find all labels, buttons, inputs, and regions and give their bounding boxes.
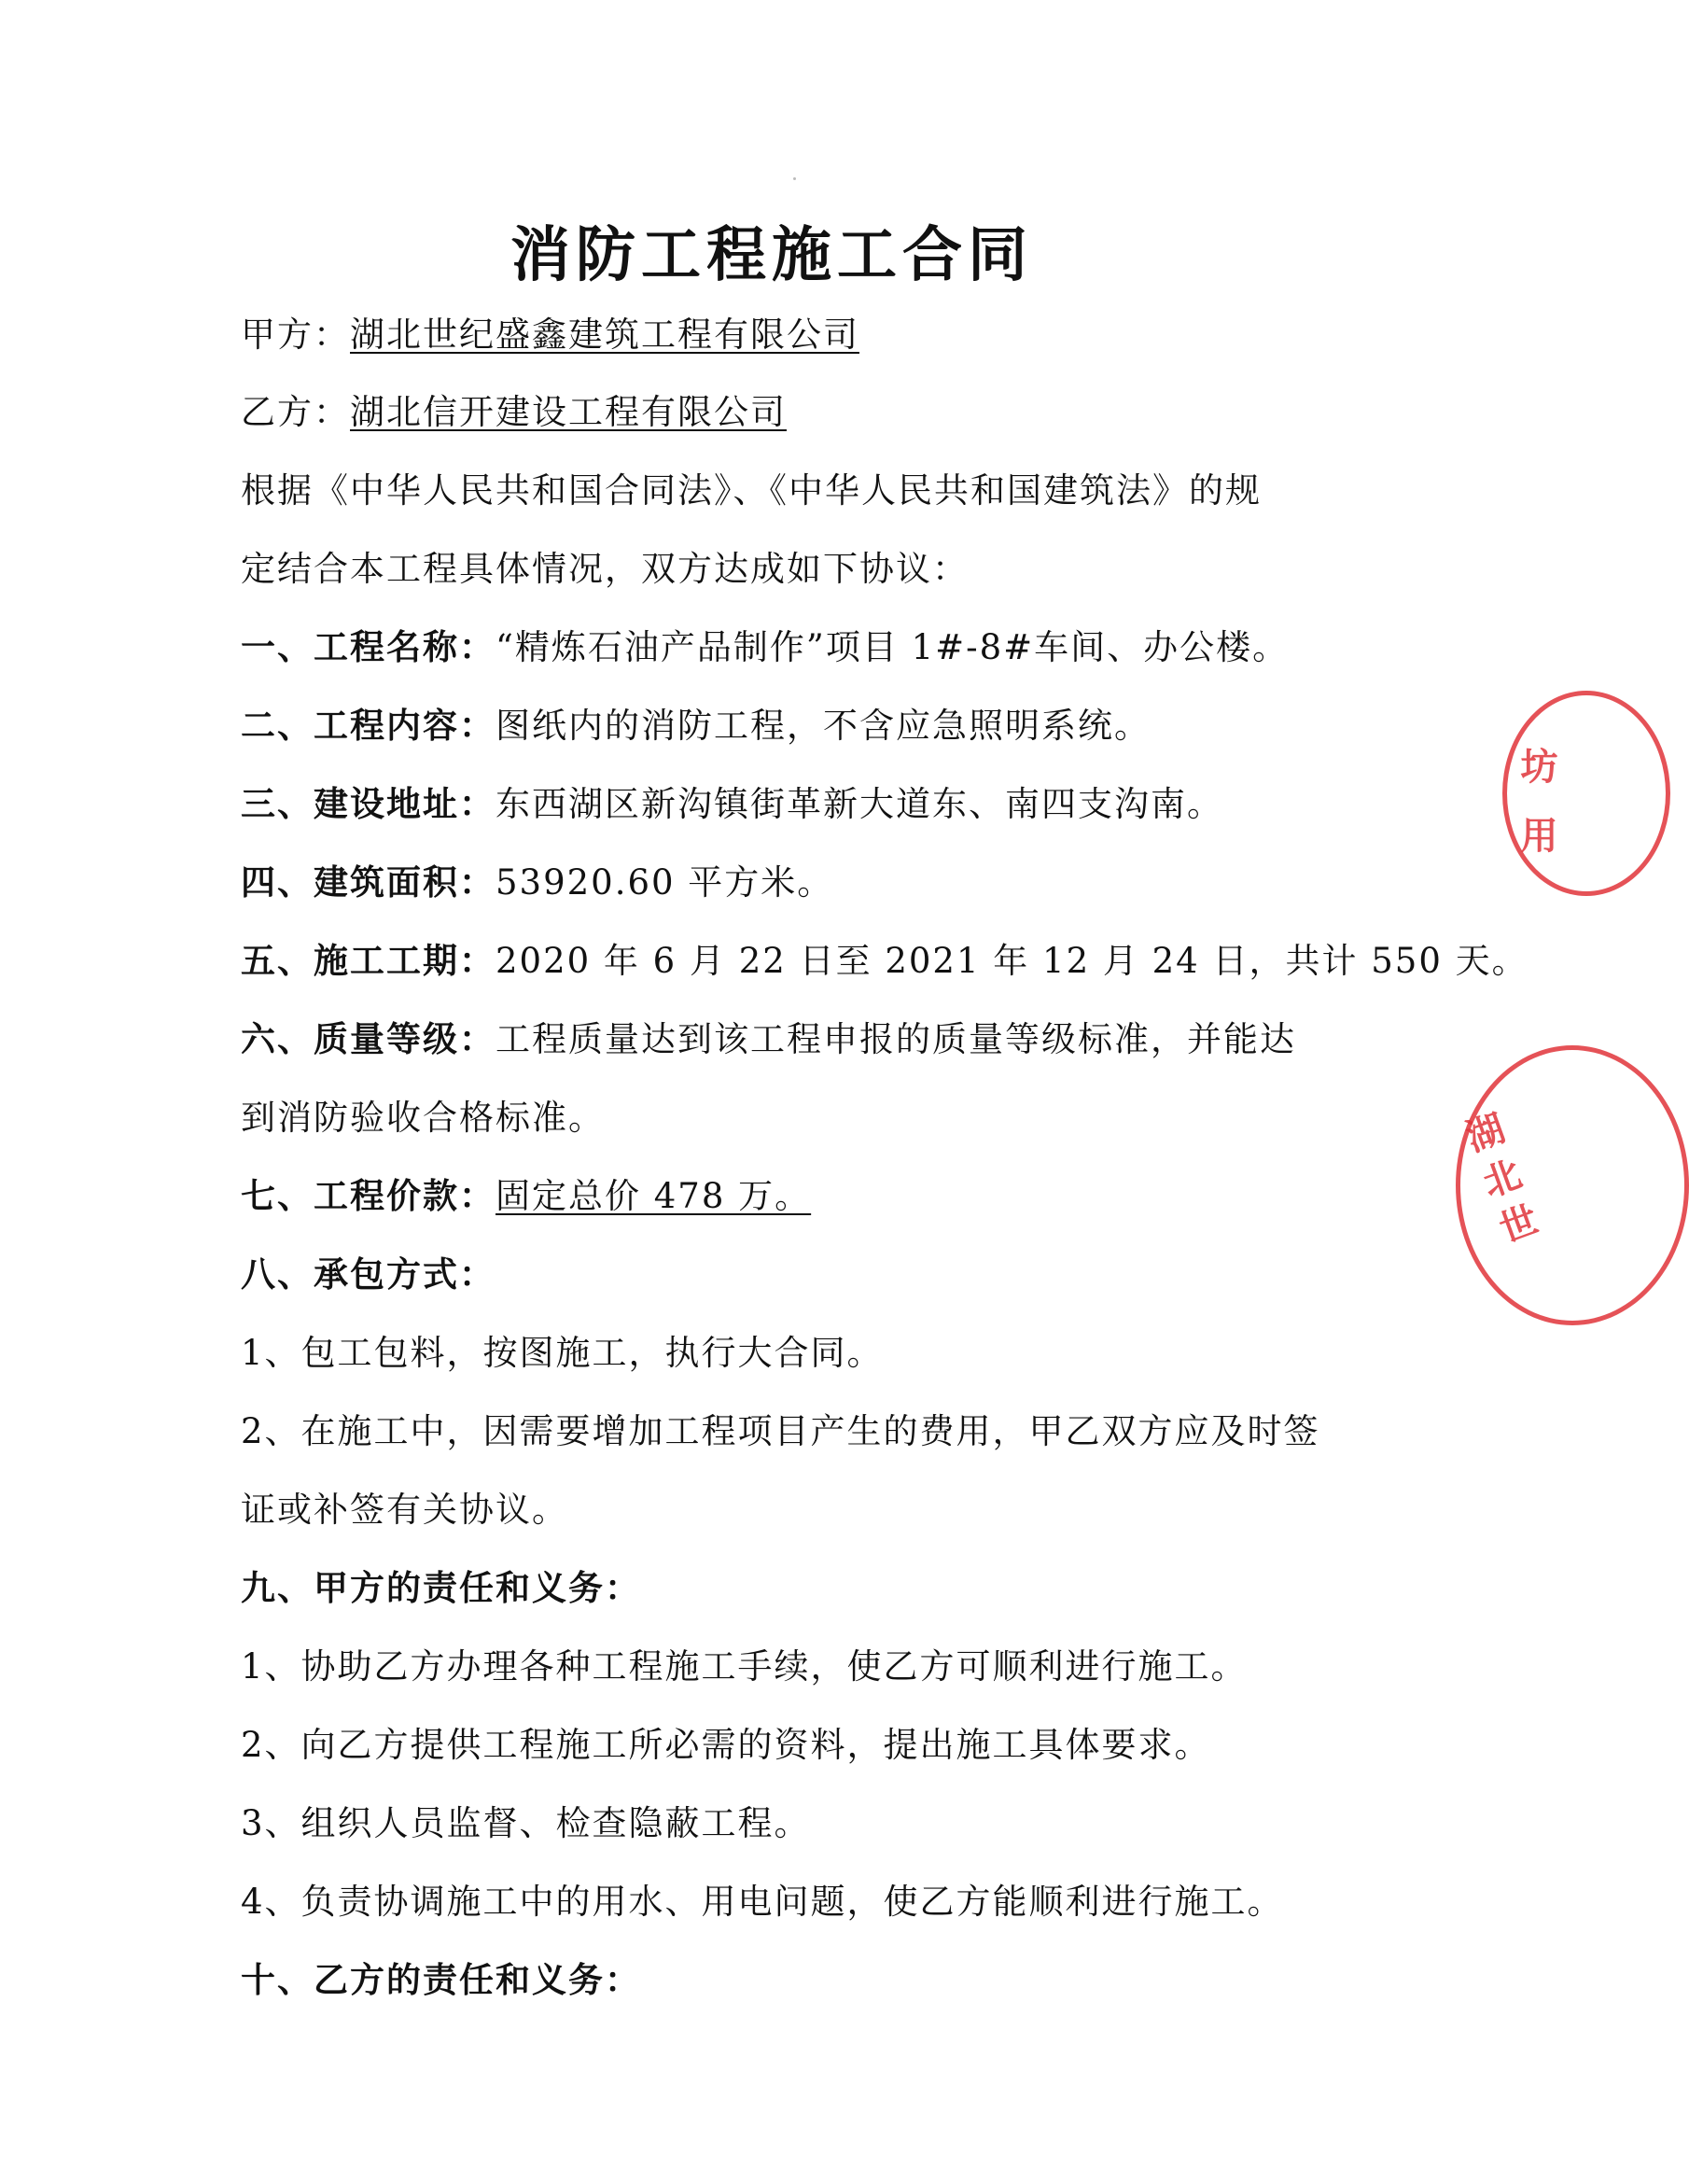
clause-project-content (241, 704, 1151, 749)
party-a-name: 湖北世纪盛鑫建筑工程有限公司 (350, 315, 859, 355)
party-a-duty-1: 1、协助乙方办理各种工程施工手续，使乙方可顺利进行施工。 (241, 1646, 1248, 1687)
clause-text: 东西湖区新沟镇街革新大道东、南四支沟南。 (496, 784, 1223, 824)
clause-head: 五、施工工期： (241, 941, 496, 981)
clause-head: 六、质量等级： (241, 1019, 496, 1059)
clause-quality (241, 1017, 1296, 1062)
party-a-label: 甲方： (241, 315, 350, 355)
clause-head: 一、工程名称： (241, 627, 496, 667)
scan-speck (793, 177, 796, 180)
party-a-duty-2: 2、向乙方提供工程施工所必需的资料，提出施工具体要求。 (241, 1725, 1211, 1765)
clause-text: 2020 年 6 月 22 日至 2021 年 12 月 24 日，共计 550 天。 (496, 941, 1528, 981)
clause-head: 三、建设地址： (241, 784, 496, 824)
party-b-line (241, 390, 787, 435)
preamble-line-2: 定结合本工程具体情况，双方达成如下协议： (241, 549, 969, 589)
contract-mode-item-2: 2、在施工中，因需要增加工程项目产生的费用，甲乙双方应及时签 (241, 1411, 1320, 1451)
clause-head: 二、工程内容： (241, 706, 496, 746)
party-a-duty-4: 4、负责协调施工中的用水、用电问题，使乙方能顺利进行施工。 (241, 1882, 1284, 1922)
clause-party-b-duties-head: 十、乙方的责任和义务： (241, 1960, 641, 2000)
clause-head: 四、建筑面积： (241, 862, 496, 903)
party-b-name: 湖北信开建设工程有限公司 (350, 392, 787, 432)
clause-text: 图纸内的消防工程，不含应急照明系统。 (496, 706, 1151, 746)
contract-mode-item-1: 1、包工包料，按图施工，执行大合同。 (241, 1333, 884, 1373)
clause-party-a-duties-head: 九、甲方的责任和义务： (241, 1568, 641, 1608)
seal-top-text: 坊 用 (1515, 747, 1557, 862)
seal-bottom-text: 湖北世 (1455, 1108, 1546, 1260)
clause-text: 工程质量达到该工程申报的质量等级标准，并能达 (496, 1019, 1296, 1059)
clause-address (241, 782, 1223, 827)
clause-area (241, 861, 833, 905)
party-a-line (241, 313, 859, 357)
document-title: 消防工程施工合同 (510, 221, 1033, 290)
clause-contract-mode-head: 八、承包方式： (241, 1254, 496, 1295)
clause-head: 七、工程价款： (241, 1176, 496, 1216)
clause-schedule (241, 939, 1528, 984)
clause-text: 53920.60 平方米。 (496, 862, 834, 903)
clause-price-value: 固定总价 478 万。 (496, 1176, 812, 1216)
preamble-line-1: 根据《中华人民共和国合同法》、《中华人民共和国建筑法》的规 (241, 470, 1262, 511)
party-a-duty-3: 3、组织人员监督、检查隐蔽工程。 (241, 1803, 811, 1843)
contract-mode-item-2-cont: 证或补签有关协议。 (241, 1490, 568, 1530)
clause-price (241, 1174, 811, 1219)
clause-project-name (241, 625, 1289, 670)
party-b-label: 乙方： (241, 392, 350, 432)
clause-text: “精炼石油产品制作”项目 1#-8#车间、办公楼。 (496, 627, 1290, 667)
clause-quality-cont: 到消防验收合格标准。 (241, 1098, 605, 1138)
